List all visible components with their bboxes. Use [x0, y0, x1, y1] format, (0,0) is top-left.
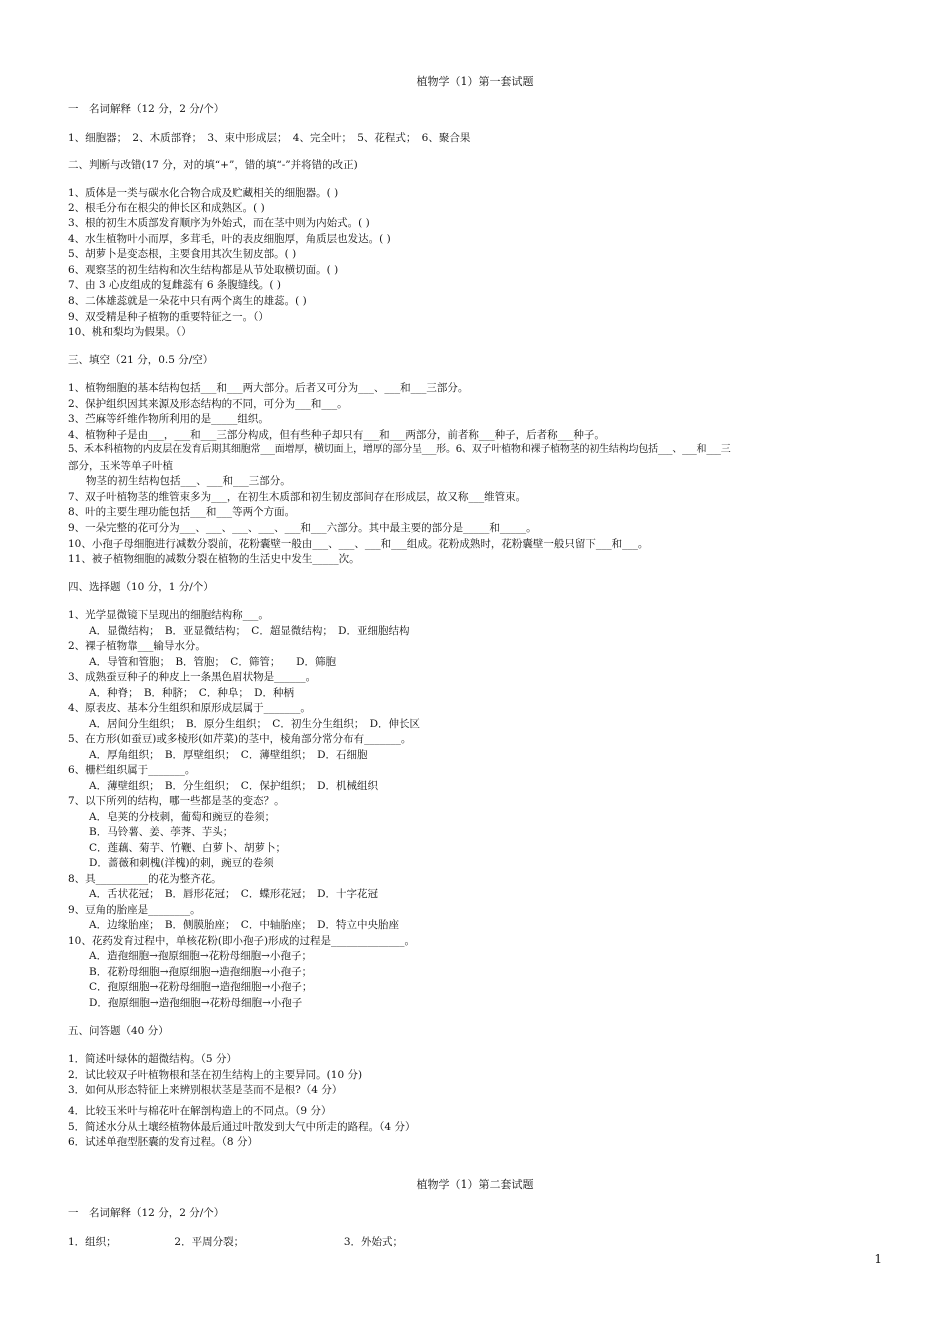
judge-item: 3、根的初生木质部发育顺序为外始式，而在茎中则为内始式。( ) — [68, 217, 370, 229]
choice-line: A．皂荚的分枝刺，葡萄和豌豆的卷须； — [68, 811, 276, 823]
choice-line: C．孢原细胞→花粉母细胞→造孢细胞→小孢子； — [68, 981, 313, 993]
choice-line: C．莲藕、菊芋、竹鞭、白萝卜、胡萝卜； — [68, 842, 287, 854]
judge-item: 10、桃和梨均为假果。（） — [68, 326, 192, 338]
s1-sec4-heading: 四、选择题（10 分，1 分/个） — [68, 581, 214, 593]
page-number: 1 — [874, 1252, 882, 1266]
judge-item: 8、二体雄蕊就是一朵花中只有两个离生的雄蕊。( ) — [68, 295, 307, 307]
qa-item: 4．比较玉米叶与棉花叶在解剖构造上的不同点。（9 分） — [68, 1105, 332, 1117]
s1-sec3-heading: 三、填空（21 分，0.5 分/空） — [68, 354, 214, 366]
s1-sec1-terms: 1、细胞器； 2、木质部脊； 3、束中形成层； 4、完全叶； 5、花程式； 6、聚合果 — [68, 132, 471, 144]
fill-item: 1、植物细胞的基本结构包括___和___两大部分。后者又可分为___、___和___三部分。 — [68, 382, 469, 394]
choice-line: 6、栅栏组织属于_______。 — [68, 764, 196, 776]
choice-line: 9、豆角的胎座是________。 — [68, 904, 201, 916]
judge-item: 1、质体是一类与碳水化合物合成及贮藏相关的细胞器。( ) — [68, 187, 339, 199]
judge-item: 6、观察茎的初生结构和次生结构都是从节处取横切面。( ) — [68, 264, 339, 276]
qa-item: 3．如何从形态特征上来辨别根状茎是茎而不是根?（4 分） — [68, 1084, 343, 1096]
judge-item: 9、双受精是种子植物的重要特征之一。（） — [68, 311, 269, 323]
choice-line: D．蔷薇和刺槐(洋槐)的刺，豌豆的卷须 — [68, 857, 274, 869]
choice-line: A．造孢细胞→孢原细胞→花粉母细胞→小孢子； — [68, 950, 312, 962]
fill-item: 3、苎麻等纤维作物所利用的是_____组织。 — [68, 413, 269, 425]
choice-line: A．显微结构； B．亚显微结构； C．超显微结构； D．亚细胞结构 — [68, 625, 410, 637]
s2-sec1-heading: 一 名词解释（12 分，2 分/个） — [68, 1207, 225, 1219]
s2-sec1-terms: 1．组织； 2．平周分裂； 3．外始式； — [68, 1236, 404, 1248]
choice-line: A．种脊； B．种脐； C．种阜； D．种柄 — [68, 687, 295, 699]
fill-item: 物茎的初生结构包括___、___和___三部分。 — [86, 475, 291, 487]
judge-item: 5、胡萝卜是变态根，主要食用其次生韧皮部。( ) — [68, 248, 297, 260]
choice-line: 4、原表皮、基本分生组织和原形成层属于_______。 — [68, 702, 311, 714]
choice-line: D．孢原细胞→造孢细胞→花粉母细胞→小孢子 — [68, 997, 303, 1009]
s1-sec1-heading: 一 名词解释（12 分，2 分/个） — [68, 103, 225, 115]
qa-item: 5．简述水分从土壤经植物体最后通过叶散发到大气中所走的路程。（4 分） — [68, 1121, 416, 1133]
choice-line: A．薄壁组织； B．分生组织； C．保护组织； D．机械组织 — [68, 780, 378, 792]
s1-sec5-heading: 五、问答题（40 分） — [68, 1025, 169, 1037]
fill-item: 7、双子叶植物茎的维管束多为___，在初生木质部和初生韧皮部间存在形成层，故又称___维管束。 — [68, 491, 527, 503]
choice-line: A．居间分生组织； B．原分生组织； C．初生分生组织； D．伸长区 — [68, 718, 420, 730]
judge-item: 2、根毛分布在根尖的伸长区和成熟区。( ) — [68, 202, 265, 214]
choice-line: 10、花药发育过程中，单核花粉(即小孢子)形成的过程是______________。 — [68, 935, 416, 947]
qa-item: 6．试述单孢型胚囊的发育过程。（8 分） — [68, 1136, 258, 1148]
set1-title: 植物学（1）第一套试题 — [416, 75, 534, 88]
fill-item: 2、保护组织因其来源及形态结构的不同，可分为___和___。 — [68, 398, 348, 410]
s1-sec2-heading: 二、判断与改错(17 分，对的填“+”，错的填“-”并将错的改正) — [68, 159, 358, 171]
qa-item: 1．简述叶绿体的超微结构。（5 分） — [68, 1053, 237, 1065]
qa-item: 2．试比较双子叶植物根和茎在初生结构上的主要异同。(10 分) — [68, 1069, 363, 1081]
choice-line: A．边缘胎座； B．侧膜胎座； C．中轴胎座； D．特立中央胎座 — [68, 919, 399, 931]
choice-line: 3、成熟蚕豆种子的种皮上一条黑色眉状物是______。 — [68, 671, 317, 683]
fill-item: 9、一朵完整的花可分为___、___、___、___、___和___六部分。其中最主要的部分是_____和_____。 — [68, 522, 537, 534]
choice-line: 2、裸子植物靠___输导水分。 — [68, 640, 206, 652]
choice-line: 5、在方形(如蚕豆)或多棱形(如芹菜)的茎中，棱角部分常分布有_______。 — [68, 733, 412, 745]
fill-item: 8、叶的主要生理功能包括___和___等两个方面。 — [68, 506, 296, 518]
choice-line: B．马铃薯、姜、荸荠、芋头； — [68, 826, 234, 838]
fill-item: 5、禾本科植物的内皮层在发育后期其细胞常___面增厚，横切面上，增厚的部分呈___形。6、双子叶植物和裸子植物茎的初生结构均包括___、___和___三 — [68, 444, 731, 455]
fill-item: 4、植物种子是由___，___和___三部分构成，但有些种子却只有___和___两部分，前者称___种子，后者称___种子。 — [68, 429, 605, 441]
choice-line: A．舌状花冠； B．唇形花冠； C．蝶形花冠； D．十字花冠 — [68, 888, 378, 900]
fill-item: 10、小孢子母细胞进行减数分裂前，花粉囊壁一般由___、___、___和___组成。花粉成熟时，花粉囊壁一般只留下___和___。 — [68, 538, 649, 550]
judge-item: 7、由 3 心皮组成的复雌蕊有 6 条腹缝线。( ) — [68, 279, 281, 291]
choice-line: 1、光学显微镜下呈现出的细胞结构称___。 — [68, 609, 269, 621]
choice-line: A．导管和管胞； B．管胞； C．筛管； D．筛胞 — [68, 656, 337, 668]
judge-item: 4、水生植物叶小而厚，多茸毛，叶的表皮细胞厚，角质层也发达。( ) — [68, 233, 391, 245]
choice-line: 8、具__________的花为整齐花。 — [68, 873, 222, 885]
choice-line: 7、以下所列的结构，哪一些都是茎的变态？。 — [68, 795, 285, 807]
fill-item: 部分，玉米等单子叶植 — [68, 460, 173, 472]
choice-line: B．花粉母细胞→孢原细胞→造孢细胞→小孢子； — [68, 966, 313, 978]
choice-line: A．厚角组织； B．厚壁组织； C．薄壁组织； D．石细胞 — [68, 749, 368, 761]
fill-item: 11、被子植物细胞的减数分裂在植物的生活史中发生_____次。 — [68, 553, 360, 565]
set2-title: 植物学（1）第二套试题 — [416, 1178, 534, 1191]
